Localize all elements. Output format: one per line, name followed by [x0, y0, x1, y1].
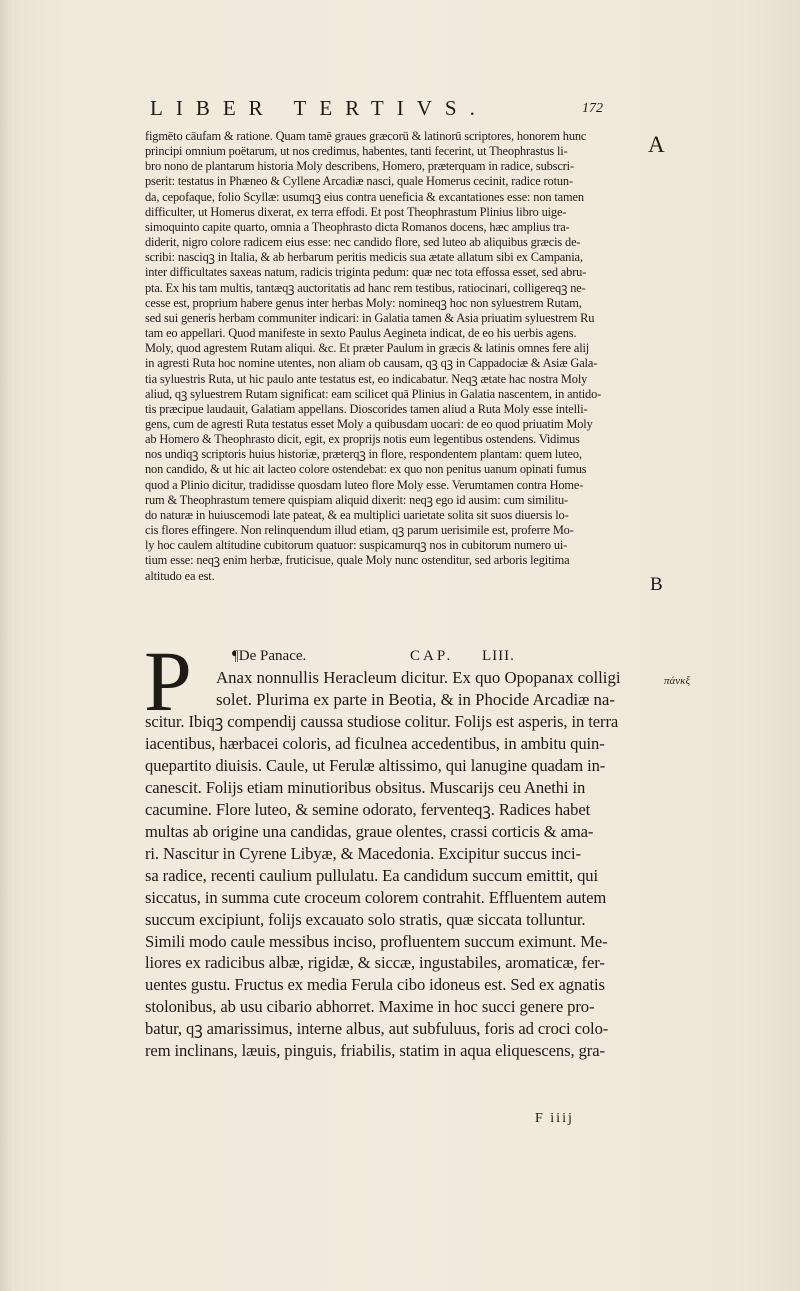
text-line: cesse est, proprium habere genus inter herbas Moly: nomineqꝫ hoc non syluestrem Rutam,: [145, 295, 582, 310]
text-line: liores ex radicibus albæ, rigidæ, & siccæ, ingustabiles, aromaticæ, fer-: [145, 953, 605, 973]
commentary-paragraph: [145, 129, 635, 584]
text-line: figmēto cāufam & ratione. Quam tamē graues græcorū & latinorū scriptores, honorem hunc: [145, 129, 587, 143]
text-line: nos undiqꝫ scriptoris huius historiæ, præterqꝫ in flore, respondentem plantam: quem luteo,: [145, 447, 582, 462]
text-line: scitur. Ibiqꝫ compendij caussa studiose colitur. Folijs est asperis, in terra: [145, 712, 619, 731]
signature-mark: F iiij: [535, 1111, 574, 1126]
text-line: ab Homero & Theophrasto dicit, egit, ex proprijs notis eum legentibus ostendens. Vidimus: [145, 432, 580, 447]
text-line: batur, qꝫ amarissimus, interne albus, aut subfuluus, foris ad croci colo-: [145, 1019, 609, 1039]
text-line: uentes gustu. Fructus ex media Ferula cibo idoneus est. Sed ex agnatis: [145, 975, 605, 995]
running-head: LIBER TERTIVS.: [150, 96, 488, 120]
text-line: da, cepofaque, folio Scyllæ: usumqꝫ eius contra ueneficia & excantationes esse: non tamen: [145, 189, 584, 204]
section-title: ¶De Panace.: [232, 648, 307, 664]
chapter-label: CAP.: [410, 648, 454, 664]
page-gutter-shadow: [0, 0, 14, 1291]
text-line: bro nono de plantarum historia Moly describens, Homero, præterquam in radice, subscri-: [145, 159, 574, 174]
text-line: multas ab origine una candidas, graue olentes, crassi corticis & ama-: [145, 821, 594, 841]
text-line: aliud, qꝫ syluestrem Rutam significat: eam scilicet quā Plinius in Galatia nascentem, in antido-: [145, 386, 602, 401]
text-line: scribi: nasciqꝫ in Italia, & ab herbarum peritis medicis sua ætate allatum sibi ex Campania,: [145, 250, 583, 265]
text-line: pserit: testatus in Phæneo & Cyllene Arcadiæ nasci, quale Homerus cecinit, radice rotun-: [145, 174, 573, 189]
text-line: tam eo appellari. Quod manifeste in sexto Paulus Aegineta indicat, de eo his uerbis agens.: [145, 326, 577, 341]
text-line: pta. Ex his tam multis, tantæqꝫ auctoritatis ad hanc rem testibus, ratiocinari, colligereqꝫ ne-: [145, 280, 586, 295]
text-line: siccatus, in summa cute croceum colorem contrahit. Effluentem autem: [145, 887, 607, 907]
text-line: rum & Theophrastum temere quispiam aliquid dixerit: neqꝫ ego id ausim: cum similitu-: [145, 492, 568, 507]
text-line: simoquinto capite quarto, omnia a Theophrasto dicta Romanos docens, hæc amplius tra-: [145, 219, 570, 234]
text-line: quod a Plinio dicitur, tradidisse quosdam luteo flore Moly esse. Verumtamen contra Home-: [145, 477, 584, 492]
text-line: solet. Plurima ex parte in Beotia, & in Phocide Arcadiæ na-: [216, 690, 615, 709]
margin-letter-a: A: [648, 132, 665, 157]
text-line: sed sui generis herbam communiter indicari: in Galatia tamen & Asia priuatim syluestrem Ru: [145, 310, 595, 325]
text-line: stolonibus, ab usu cibario abhorret. Maxime in hoc succi genere pro-: [145, 997, 595, 1017]
text-line: altitudo ea est.: [145, 568, 215, 583]
text-line: in agresti Ruta hoc nomine utentes, non aliam ob causam, qꝫ qꝫ in Cappadociæ & Asiæ Gala-: [145, 356, 598, 371]
text-line: tium esse: neqꝫ enim herbæ, fruticisue, quale Moly nunc ostenditur, sed arboris legitima: [145, 553, 570, 568]
text-line: Moly, quod agrestem Rutam aliqui. &c. Et præter Paulum in græcis & latinis omnes fere alij: [145, 341, 590, 356]
margin-greek-note: πάνκξ: [664, 675, 691, 687]
text-line: non candido, & ut hic ait lacteo colore ostendebat: ex quo non penitus uanum opinati fumus: [145, 462, 587, 477]
margin-letter-b: B: [650, 574, 663, 595]
text-line: Anax nonnullis Heracleum dicitur. Ex quo Opopanax colligi: [216, 668, 621, 687]
chapter-number: LIII.: [482, 648, 515, 664]
text-line: tia syluestris Ruta, ut hic paulo ante testatus est, eo indicabatur. Neqꝫ ætate hac nostra Moly: [145, 371, 588, 386]
section-heading: [232, 648, 632, 665]
text-line: diderit, nigro colore radicem eius esse: nec candido flore, sed luteo ab aliquibus græcis de-: [145, 235, 581, 250]
panace-paragraph: [145, 711, 635, 1062]
text-line: do naturæ in huiuscemodi late pateat, & ea multiplici uarietate solita sit suos diuersis lo-: [145, 507, 569, 522]
text-line: inter difficultates saxeas natum, radicis triginta pedum: quæ nec tota effossa esset, sed abru-: [145, 265, 587, 280]
text-line: difficulter, ut Homerus dixerat, ex terra effodi. Et post Theophrastum Plinius libro uige-: [145, 204, 567, 219]
text-line: cacumine. Flore luteo, & semine odorato, ferventeqꝫ. Radices habet: [145, 799, 591, 819]
text-line: sa radice, recenti caulium pullulatu. Ea candidum succum emittit, qui: [145, 865, 598, 885]
text-line: rem inclinans, læuis, pinguis, friabilis, statim in aqua eliquescens, gra-: [145, 1041, 605, 1061]
text-line: canescit. Folijs etiam minutioribus obsitus. Muscarijs ceu Anethi in: [145, 777, 586, 797]
panace-paragraph-opening: [216, 667, 636, 711]
decorated-initial: P: [144, 633, 192, 729]
text-line: succum excipiunt, folijs excauato solo stratis, quæ siccata tolluntur.: [145, 909, 586, 929]
text-line: Simili modo caule messibus inciso, profluentem succum eximunt. Me-: [145, 931, 608, 951]
text-line: cis flores effingere. Non relinquendum illud etiam, qꝫ parum uerisimile est, proferre Mo-: [145, 523, 574, 538]
text-line: tis præcipue laudauit, Galatiam appellans. Dioscorides tamen aliud a Ruta Moly esse intelli-: [145, 401, 588, 416]
text-line: ri. Nascitur in Cyrene Libyæ, & Macedonia. Excipitur succus inci-: [145, 843, 581, 863]
text-line: ly hoc caulem altitudine cubitorum quatuor: suspicamurqꝫ nos in cubitorum numero ui-: [145, 538, 568, 553]
text-line: quepartito diuisis. Caule, ut Ferulæ altissimo, qui lanugine quadam in-: [145, 755, 606, 775]
text-line: iacentibus, hærbacei coloris, ad ficulnea accedentibus, in ambitu quin-: [145, 733, 605, 753]
page-number: 172: [582, 101, 603, 116]
text-line: gens, cum de agresti Ruta testatus esset Moly a quibusdam uocari: de eo quod priuatim Moly: [145, 416, 593, 431]
text-line: principi omnium poëtarum, ut nos credimus, habentes, tanti fecerint, ut Theophrastus li-: [145, 144, 568, 159]
